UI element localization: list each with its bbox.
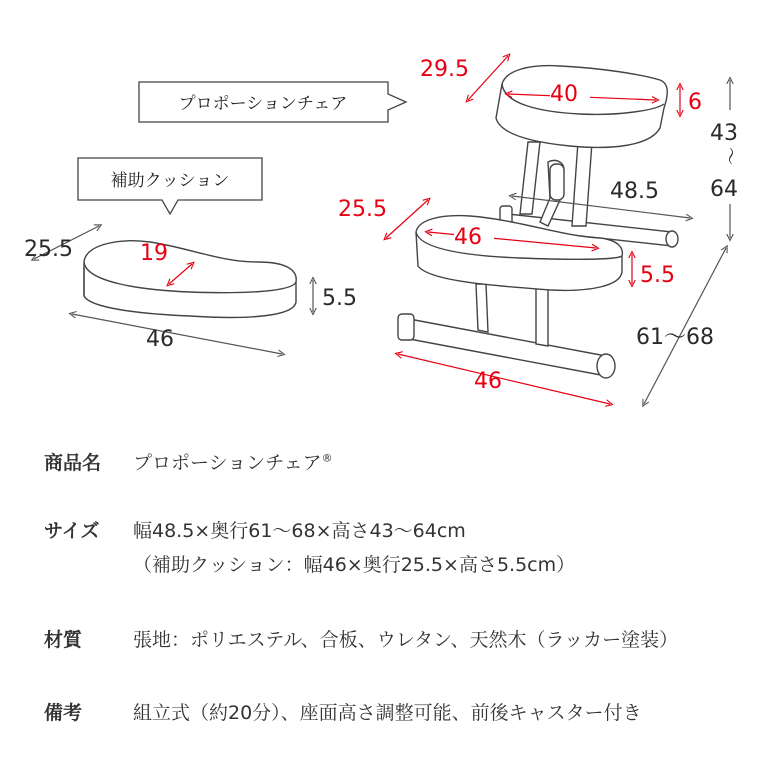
chair-name-label: プロポーションチェア: [178, 94, 348, 114]
seat-width-label: 40: [550, 82, 578, 107]
knee-thickness-label: 5.5: [640, 263, 675, 288]
cushion-name-label: 補助クッション: [110, 171, 230, 191]
base-width-label: 46: [474, 369, 502, 394]
spec-value: [133, 448, 333, 475]
height-max-label: 43: [710, 121, 738, 146]
height-min-label: 64: [710, 177, 738, 202]
chair-name-callout: [139, 82, 406, 122]
spec-label: 備考: [44, 702, 83, 724]
spec-value: 張地：ポリエステル、合板、ウレタン、天然木（ラッカー塗装）: [133, 629, 679, 651]
spec-value: 幅48.5×奥行61～68×高さ43～64cm: [133, 520, 466, 542]
spec-label: 商品名: [44, 452, 102, 474]
cushion-name-callout: [78, 158, 262, 214]
cushion-drawing: [84, 241, 296, 318]
spec-label: サイズ: [44, 520, 100, 542]
seat-thickness-label: 6: [688, 90, 702, 115]
spec-value: 組立式（約20分）、座面高さ調整可能、前後キャスター付き: [133, 702, 642, 724]
seat-depth-label: 29.5: [420, 57, 469, 82]
knee-width-label: 46: [454, 225, 482, 250]
cushion-height-label: 5.5: [322, 286, 357, 311]
cushion-depth-label: 25.5: [24, 237, 73, 262]
cushion-inner-depth-label: 19: [140, 241, 168, 266]
frame-width-label: 48.5: [610, 179, 659, 204]
cushion-width-label: 46: [146, 327, 174, 352]
knee-depth-label: 25.5: [338, 197, 387, 222]
registered-mark: ®: [321, 451, 333, 465]
product-name-value: プロポーションチェア: [133, 452, 322, 474]
depth-range-label: 61～68: [636, 325, 714, 350]
spec-value-cushion: （補助クッション：幅46×奥行25.5×高さ5.5cm）: [133, 554, 576, 576]
spec-label: 材質: [44, 629, 83, 651]
height-sep-label: ～: [719, 147, 740, 165]
